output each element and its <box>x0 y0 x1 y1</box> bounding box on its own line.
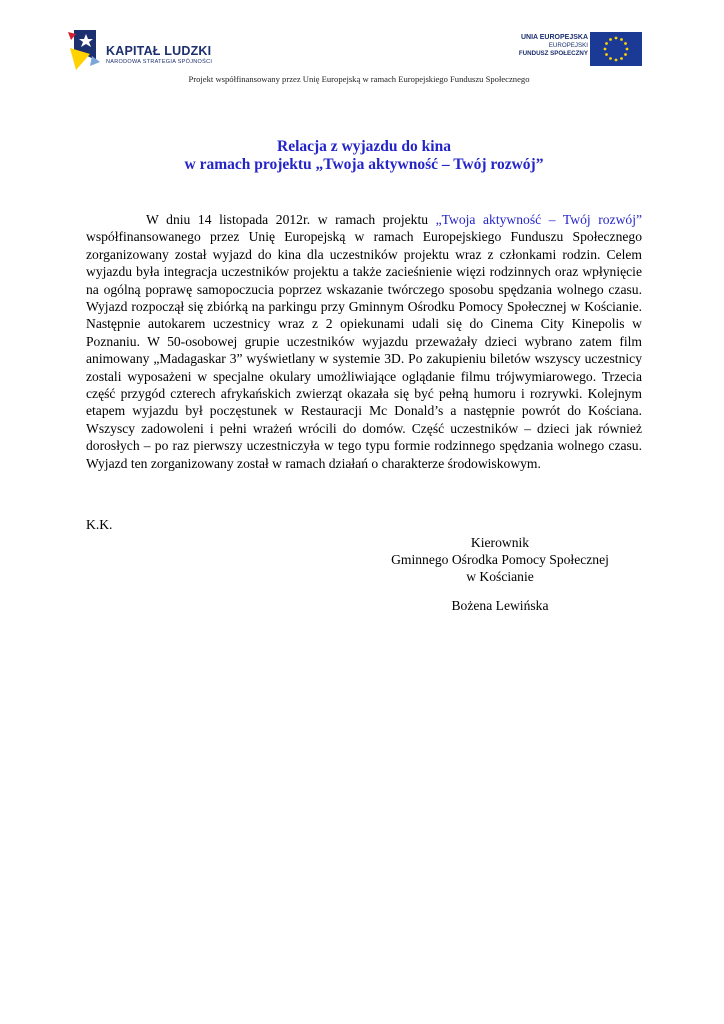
eu-logo-line3: FUNDUSZ SPOŁECZNY <box>518 50 588 57</box>
paragraph-rest: współfinansowanego przez Unię Europejską w ramach Europejskiego Funduszu Społecznego zorganizowany został wyjazd do kina dla uczestników projektu wraz z członkami rodzin. Celem wyjazdu była integracja uczestników projektu a także zacieśnienie więzi rodzinnych oraz wpłynięcie na ogólną poprawę samopoczucia poprzez wskazanie twórczego sposobu spędzania wolnego czasu. Wyjazd rozpoczął się zbiórką na parkingu przy Gminnym Ośrodku Pomocy Społecznej w Kościanie. Następnie autokarem uczestnicy wraz z 2 opiekunami udali się do Cinema City Kinepolis w Poznaniu. W 50-osobowej grupie uczestników wyjazdu przeważały dzieci wybrano zatem film animowany „Madagaskar 3” wyświetlany w systemie 3D. Po zakupieniu biletów wszyscy uczestnicy zostali wyposażeni w specjalne okulary umożliwiające oglądanie filmu trójwymiarowego. Trzecia część przygód czterech afrykańskich zwierząt okazała się być pełną humoru i rozrywki. Kolejnym etapem wyjazdu był poczęstunek w Restauracji Mc Donald’s a następnie powrót do Kościana. Wszyscy zadowoleni i pełni wrażeń wrócili do domów. Część uczestników – dzieci jak również dorosłych – po raz pierwszy uczestniczyła w tego typu formie rodzinnego spędzania wolnego czasu. Wyjazd ten zorganizowany został w ramach działań o charakterze środowiskowym. <box>86 229 642 471</box>
kapital-ludzki-name: KAPITAŁ LUDZKI <box>106 44 212 58</box>
paragraph-intro: W dniu 14 listopada 2012r. w ramach projektu <box>146 212 436 227</box>
report-paragraph <box>86 211 642 472</box>
eu-logo-text <box>519 34 588 58</box>
kapital-ludzki-logo <box>66 26 296 76</box>
eu-flag-icon <box>590 32 642 66</box>
kapital-ludzki-subtitle: NARODOWA STRATEGIA SPÓJNOŚCI <box>106 59 213 65</box>
project-name: „Twoja aktywność – Twój rozwój” <box>435 212 643 227</box>
title-line-1: Relacja z wyjazdu do kina <box>277 138 451 155</box>
kapital-ludzki-emblem-icon <box>66 26 106 72</box>
header-caption: Projekt współfinansowany przez Unię Europejską w ramach Europejskiego Funduszu Społecznego <box>188 74 530 84</box>
signature-institution: Gminnego Ośrodka Pomocy Społecznej <box>391 552 609 568</box>
document-title <box>86 138 642 174</box>
eu-logo-line2: EUROPEJSKI <box>548 42 588 49</box>
signature-role: Kierownik <box>470 535 530 550</box>
eu-efs-logo <box>492 32 652 68</box>
title-line-2: w ramach projektu „Twoja aktywność – Twój rozwój” <box>184 156 544 173</box>
signature-name: Bożena Lewińska <box>451 598 549 613</box>
signature-block <box>372 534 628 586</box>
signature-location: w Kościanie <box>466 569 534 585</box>
eu-logo-line1: UNIA EUROPEJSKA <box>520 34 588 41</box>
author-initials: K.K. <box>86 517 113 532</box>
